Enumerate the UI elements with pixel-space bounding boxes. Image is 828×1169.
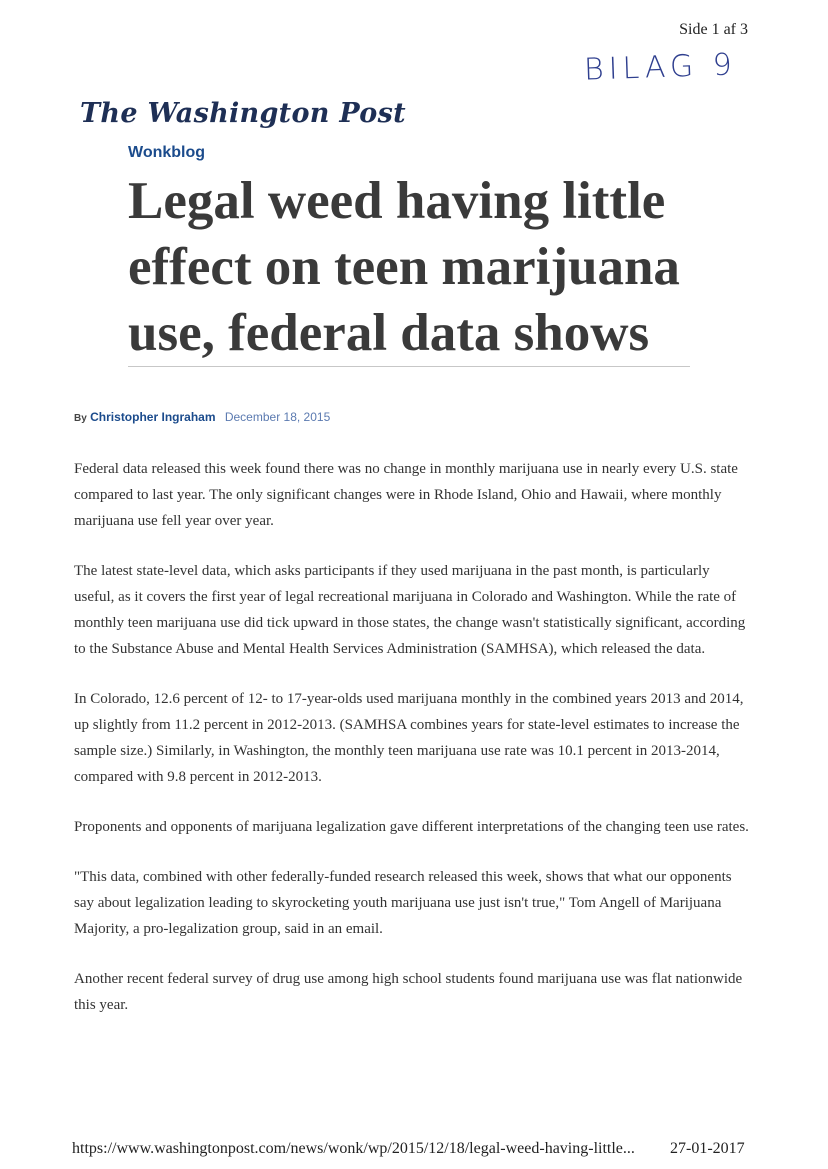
- byline: [74, 410, 330, 424]
- publish-date: December 18, 2015: [224, 410, 331, 424]
- section-label[interactable]: Wonkblog: [128, 144, 206, 161]
- headline-divider: [128, 366, 690, 367]
- page-number-label: Side 1 af 3: [679, 21, 748, 38]
- article-headline: Legal weed having little effect on teen marijuana use, federal data shows: [128, 172, 680, 362]
- footer-print-date: 27-01-2017: [670, 1140, 745, 1157]
- paragraph-5: "This data, combined with other federally-funded research released this week, shows that what our opponents say about legalization leading to skyrocketing youth marijuana use just isn't true," Tom Angell of Marijuana Majority, a pro-legalization group, said in an email.: [74, 869, 732, 937]
- author-link[interactable]: Christopher Ingraham: [90, 410, 216, 424]
- newspaper-masthead[interactable]: The Washington Post: [80, 98, 406, 129]
- article-body: [74, 456, 750, 1042]
- paragraph-4: Proponents and opponents of marijuana legalization gave different interpretations of the changing teen use rates.: [74, 819, 749, 835]
- byline-prefix: By: [74, 413, 87, 424]
- paragraph-6: Another recent federal survey of drug use among high school students found marijuana use was flat nationwide this year.: [74, 971, 743, 1013]
- handwritten-annotation: BILAG 9: [583, 47, 738, 88]
- paragraph-3: In Colorado, 12.6 percent of 12- to 17-year-olds used marijuana monthly in the combined years 2013 and 2014, up slightly from 11.2 percent in 2012-2013. (SAMHSA combines years for state-level estimates to increase the sample size.) Similarly, in Washington, the monthly teen marijuana use rate was 10.1 percent in 2013-2014, compared with 9.8 percent in 2012-2013.: [74, 691, 744, 785]
- paragraph-2: The latest state-level data, which asks participants if they used marijuana in the past month, is particularly useful, as it covers the first year of legal recreational marijuana in Colorado and Washington. While the rate of monthly teen marijuana use did tick upward in those states, the change wasn't statistically significant, according to the Substance Abuse and Mental Health Services Administration (SAMHSA), which released the data.: [74, 563, 746, 657]
- footer-url: https://www.washingtonpost.com/news/wonk/wp/2015/12/18/legal-weed-having-little...: [72, 1140, 635, 1157]
- paragraph-1: Federal data released this week found there was no change in monthly marijuana use in nearly every U.S. state compared to last year. The only significant changes were in Rhode Island, Ohio and Hawaii, where monthly marijuana use fell year over year.: [74, 461, 738, 529]
